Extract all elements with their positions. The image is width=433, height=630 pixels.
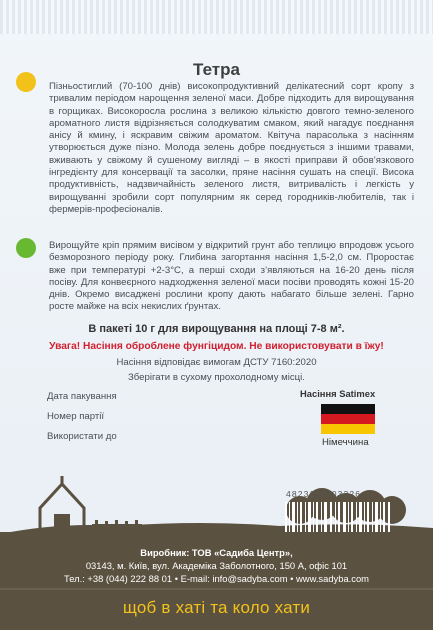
germany-flag-icon <box>321 404 375 434</box>
slogan: щоб в хаті та коло хати <box>122 598 311 617</box>
pack-date-label: Дата пакування <box>47 391 117 402</box>
use-by-label: Використати до <box>47 431 117 442</box>
batch-number-label: Номер партії <box>47 411 105 422</box>
footer-divider <box>0 588 433 590</box>
green-dot-icon <box>16 238 36 258</box>
barcode <box>283 498 393 536</box>
country-of-origin: Німеччина <box>322 437 369 448</box>
producer-name: Виробник: ТОВ «Садиба Центр», <box>140 547 293 558</box>
crimp-edge <box>0 0 433 34</box>
product-title: Тетра <box>193 60 240 79</box>
fungicide-warning: Увага! Насіння оброблене фунгіцидом. Не використовувати в їжу! <box>49 341 384 352</box>
brand-name: Насіння Satimex <box>300 388 376 399</box>
storage-note: Зберігати в сухому прохолодному місці. <box>128 372 305 383</box>
producer-contacts: Тел.: +38 (044) 222 88 01 • E-mail: info@sadyba.com • www.sadyba.com <box>64 573 369 584</box>
growing-instructions: Вирощуйте кріп прямим висівом у відкритий грунт або теплицю впродовж усього безморозного періоду року. Глибина загортання насіння 1,5-2,0 см. Проростає вже при температурі +2-3°С, а перші сходи з’являються на 16-20 день після посіву. Для конвеєрного надходження зеленої маси посіви проводять кожні 15-20 днів. Окремо висаджені рослини кропу дають набагато більше зелені. Гарно росте майже на всіх некислих ґрунтах. <box>49 240 414 313</box>
yellow-dot-icon <box>16 72 36 92</box>
standard-note: Насіння відповідає вимогам ДСТУ 7160:2020 <box>116 357 317 368</box>
packet-size: В пакеті 10 г для вирощування на площі 7-8 м². <box>88 323 345 335</box>
producer-address: 03143, м. Київ, вул. Академіка Заболотного, 150 А, офіс 101 <box>85 560 348 571</box>
product-description: Пізньостиглий (70-100 днів) високопродуктивний делікатесний сорт кропу з тривалим періодом нарощення зеленої маси. Добре підходить для вирощування в горщиках. Високоросла рослина з великою кількістю довгого темно-зеленого ароматного листя відрізняється солодкуватим смаком, який нагадує поєднання анісу й кмину, і яскравим свіжим ароматом. Квітуча парасолька з насінням утворюється дуже пізно. Молода зелень добре поєднується з іншими травами, вживають у свіжому й сушеному вигляді – в якості приправи й обов’язкового інгредієнту для консервації та засолки, пряне насіння сушать на спеції. Висока продуктивність, надзвичайність зеленого листя, витривалість і легкість у вирощуванні зробили сорт популярним як серед городників-любителів, так і фермерів-професіоналів. <box>49 81 414 215</box>
barcode-number: 4823111403326 <box>286 489 362 499</box>
